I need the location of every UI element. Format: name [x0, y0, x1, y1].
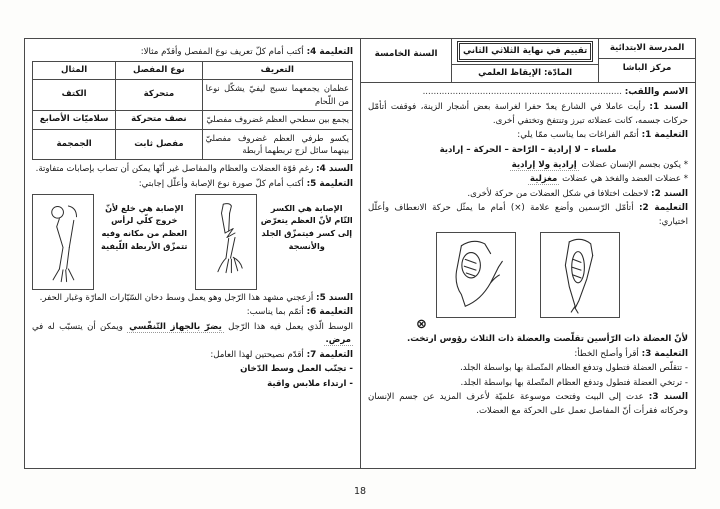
table-row [33, 110, 353, 129]
circled-cross-mark: ⊗ [416, 316, 427, 332]
completion-line [32, 321, 353, 347]
column-header-type: نوع المفصل [116, 61, 202, 79]
taalima-4 [32, 46, 353, 59]
taalima-1-label: التعليمة 1: [641, 130, 688, 141]
column-header-example: المثال [33, 61, 116, 79]
type-answer-cell: مفصل ثابت [116, 129, 202, 160]
sanad-5-text: أزعجني مشهد هذا الرّجل وهو يعمل وسط دخان السّيّارات المارّة وغبار الحفر. [39, 292, 314, 303]
extended-arm-diagram [540, 232, 620, 318]
sanad-1-text: رأيت عاملا في الشارع يعدّ حفرا لغراسة بعض أشجار الزينة، فوقفت أتأمّل حركات جسمه، كانت عضلاته تبرز وتنتفخ وتختفي أخرى. [368, 102, 688, 126]
page-number: 18 [353, 486, 367, 497]
table-row [33, 129, 353, 160]
dislocation-diagram [32, 194, 94, 290]
sanad-2-text: لاحظت اختلافا في شكل العضلات من حركة لأخرى. [467, 188, 649, 199]
example-answer-cell: سلاميّات الأصابع [33, 110, 116, 129]
sanad-4 [32, 163, 353, 176]
taalima-4-label: التعليمة 4: [306, 46, 353, 57]
definition-cell: يكسو طرفي العظم غضروف مفصليّ بينهما سائل لزج تربطهما أربطة [202, 129, 352, 160]
sanad-1 [368, 101, 688, 127]
taalima-7-label: التعليمة 7: [306, 349, 353, 360]
completion-part-2: ويمكن أن يتسبّب له في [32, 322, 123, 333]
header-school-cell [598, 39, 695, 82]
sanad-2 [368, 188, 688, 201]
taalima-3-label: التعليمة 3: [641, 348, 688, 359]
dislocated-joint-drawing [36, 198, 90, 286]
example-answer-cell: الكتف [33, 79, 116, 110]
flexed-arm-drawing [441, 236, 511, 314]
type-answer-cell: متحركة [116, 79, 202, 110]
definition-cell: يجمع بين سطحي العظم غضروف مفصليّ [202, 110, 352, 129]
taalima-2-label: التعليمة 2: [638, 203, 688, 214]
fill-1-prefix: * يكون بجسم الإنسان عضلات [581, 159, 688, 170]
joints-table-header-row [33, 61, 353, 79]
subject-line: المادّة: الإيقاظ العلمي [452, 64, 598, 82]
joints-table [32, 61, 353, 161]
table-row [33, 79, 353, 110]
taalima-5 [32, 178, 353, 191]
taalima-5-label: التعليمة 5: [306, 179, 353, 190]
sanad-4-label: السند 4: [316, 164, 353, 175]
sanad-1-label: السند 1: [649, 102, 688, 113]
exam-title: تقييم في نهاية الثلاثي الثاني [459, 43, 591, 60]
taalima-6-label: التعليمة 6: [306, 307, 353, 318]
taalima-4-text: أكتب أمام كلّ تعريف نوع المفصل وأقدّم مثالا: [140, 46, 304, 57]
extended-arm-drawing [545, 236, 615, 314]
word-bank: ملساء – لا إرادية – الرّاحة – الحركة – إرادية [439, 144, 617, 155]
advice-item-2: - ارتداء ملابس واقية [267, 378, 353, 389]
advice-item-1: - تجنّب العمل وسط الدّخان [240, 364, 353, 375]
header-table [361, 39, 695, 83]
definition-cell: عظمان يجمعهما نسيج ليفيّ يشكّل نوعا من اللّحام [202, 79, 352, 110]
error-item-2: - ترتخي العضلة فتطول وتدفع العظام المتّصلة بها بواسطة الجلد. [460, 377, 688, 388]
choice-mark-line [368, 318, 688, 332]
completion-answer-1: يضرّ بالجهاز التّنفّسي [129, 322, 222, 333]
dislocation-caption: الإصابة هي خلع لأنّ خروج كلّي لرأس العظم من مكانه وفيه تتمزّق الأربطة اللّيفية [101, 202, 188, 251]
fracture-caption: الإصابة هي الكسر التّام لأنّ العظم يتعرّض إلى كسر فيتمزّق الجلد والأنسجة [260, 202, 353, 251]
fill-1-answer: إرادية ولا إرادية [511, 159, 577, 170]
sanad-3-text: عدت إلى البيت وفتحت موسوعة علميّة لأعرف المزيد عن جسم الإنسان وحركاته فقرأت أنّ المفاصل تعمل على الحركة مع العضلات. [368, 392, 688, 416]
name-line [368, 86, 688, 99]
taalima-3 [368, 348, 688, 361]
injury-section [32, 194, 353, 290]
taalima-6 [32, 306, 353, 319]
main-column [360, 39, 695, 468]
taalima-6-text: أتمّم بما يناسب: [246, 307, 304, 318]
choice-justification: لأنّ العضلة ذات الرّأسين تقلّصت والعضلة ذات الثلاث رؤوس ارتخت. [406, 334, 688, 345]
header-title-cell [451, 39, 598, 82]
name-label: الاسم واللقب: [624, 86, 688, 97]
taalima-7 [32, 349, 353, 362]
grade-label: السنة الخامسة [374, 49, 438, 59]
type-answer-cell: نصف متحركة [116, 110, 202, 129]
broken-bone-drawing [199, 198, 253, 286]
muscle-diagrams [368, 232, 688, 318]
error-item-1: - تتقلّص العضلة فتطول وتدفع العظام المتّصلة بها بواسطة الجلد. [460, 363, 688, 374]
taalima-7-text: أقدّم نصيحتين لهذا العامل: [210, 349, 304, 360]
page-border-frame [24, 38, 696, 469]
fill-2-answer: مغزلية [529, 174, 558, 185]
example-answer-cell: الجمجمة [33, 129, 116, 160]
sanad-5-label: السند 5: [316, 292, 353, 303]
fill-2-prefix: * عضلات العضد والفخذ هي عضلات [562, 174, 688, 185]
sanad-3-label: السند 3: [648, 392, 689, 403]
taalima-5-text: أكتب أمام كلّ صورة نوع الإصابة وأعلّل إجابتي: [138, 179, 304, 190]
flexed-arm-diagram [436, 232, 516, 318]
sanad-2-label: السند 2: [651, 188, 688, 199]
taalima-3-text: أقرأ وأصلح الخطأ: [574, 348, 639, 359]
taalima-2 [368, 202, 688, 228]
fill-line-2 [368, 173, 688, 186]
name-dotted-line: ......................................................................... [422, 86, 622, 97]
fill-line-1 [368, 159, 688, 172]
taalima-2-text: أتأمّل الرّسمين وأضع علامة (×) أمام ما يمثّل حركة الانعطاف وأعلّل اختياري: [368, 203, 688, 227]
sanad-4-text: رغم قوّة العضلات والعظام والمفاصل غير أنّها يمكن أن تصاب بإصابات متفاوتة. [35, 164, 314, 175]
completion-answer-2: مرض. [325, 335, 351, 346]
sanad-5 [32, 292, 353, 305]
secondary-column [25, 39, 360, 468]
sanad-3 [368, 391, 688, 417]
taalima-1-text: أتمّم الفراغات بما يناسب ممّا يلي: [517, 130, 639, 141]
column-header-definition: التعريف [202, 61, 352, 79]
completion-part-1: الوسط الّذي يعمل فيه هذا الرّجل [228, 322, 353, 333]
school-center: مركز الباشا [622, 62, 672, 73]
fracture-diagram [195, 194, 257, 290]
taalima-1 [368, 129, 688, 142]
school-name: المدرسة الابتدائية [599, 39, 695, 59]
